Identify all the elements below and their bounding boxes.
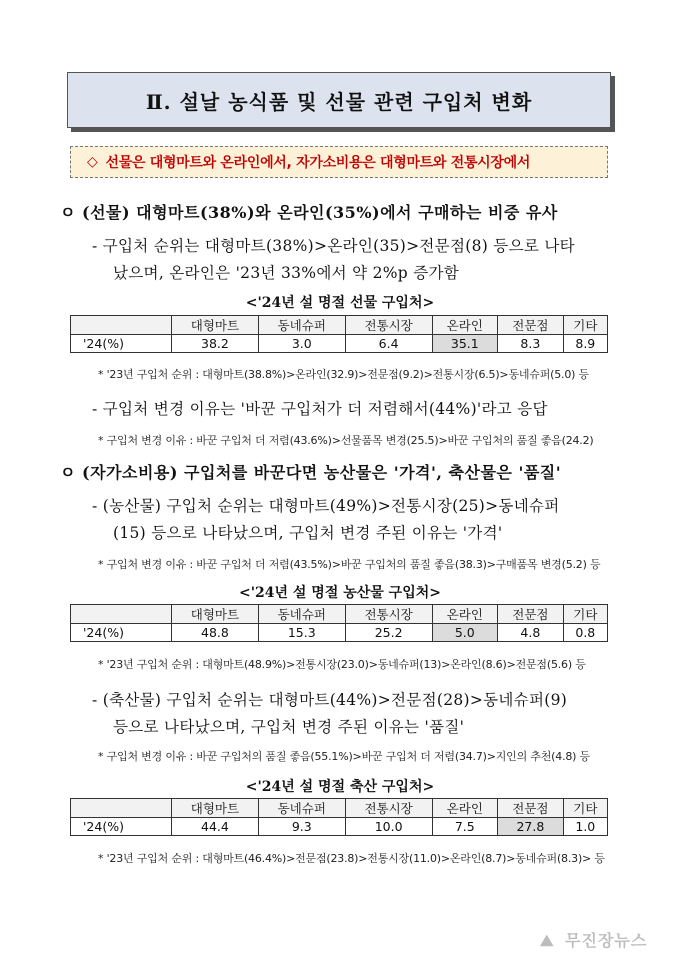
table-cell: 전문점 (498, 316, 564, 335)
table-cell: 기타 (563, 799, 607, 818)
section2-para1-line1: - (농산물) 구입처 순위는 대형마트(49%)>전통시장(25)>동네슈퍼 (92, 497, 560, 515)
table-header-row (71, 605, 608, 624)
table-cell: 4.8 (498, 624, 564, 642)
table-cell: 27.8 (498, 818, 564, 836)
table-cell: 동네슈퍼 (258, 799, 345, 818)
table-cell: 대형마트 (172, 799, 259, 818)
agri-note-change-reason: * 구입처 변경 이유 : 바꾼 구입처 더 저렴(43.5%)>바꾼 구입처의 품질 좋음(38.3)>구매품목 변경(5.2) 등 (98, 558, 601, 571)
table-header-row (71, 316, 608, 335)
section1-heading: ㅇ (선물) 대형마트(38%)와 온라인(35%)에서 구매하는 비중 유사 (60, 203, 558, 222)
table-row (71, 818, 608, 836)
table-cell: '24(%) (71, 624, 172, 642)
table-cell: 전문점 (498, 799, 564, 818)
table-cell: 기타 (563, 605, 607, 624)
section1-para2: - 구입처 변경 이유는 '바꾼 구입처가 더 저렴해서(44%)'라고 응답 (92, 400, 548, 418)
table-cell (71, 316, 172, 335)
table-cell: 전통시장 (345, 316, 432, 335)
table-cell: 25.2 (345, 624, 432, 642)
gift-note-change-reason: * 구입처 변경 이유 : 바꾼 구입처 더 저렴(43.6%)>선물품목 변경(25.5)>바꾼 구입처의 품질 좋음(24.2) (98, 434, 594, 447)
livestock-table (70, 798, 608, 836)
gift-note-2023-rank: * '23년 구입처 순위 : 대형마트(38.8%)>온라인(32.9)>전문점(9.2)>전통시장(6.5)>동네슈퍼(5.0) 등 (98, 368, 589, 381)
gift-table (70, 315, 608, 353)
table-cell: 전통시장 (345, 799, 432, 818)
section2-para2-line1: - (축산물) 구입처 순위는 대형마트(44%)>전문점(28)>동네슈퍼(9) (92, 691, 568, 709)
watermark-text: 무진장뉴스 (565, 931, 648, 950)
table-cell: 8.3 (498, 335, 564, 353)
table-cell: 1.0 (563, 818, 607, 836)
table-cell: 대형마트 (172, 316, 259, 335)
watermark (540, 928, 647, 951)
table-cell (71, 605, 172, 624)
table-cell: 7.5 (432, 818, 498, 836)
livestock-note-change-reason: * 구입처 변경 이유 : 바꾼 구입처의 품질 좋음(55.1%)>바꾼 구입처 더 저렴(34.7)>지인의 추천(4.8) 등 (98, 750, 590, 763)
table-cell: 온라인 (432, 799, 498, 818)
table-cell: 온라인 (432, 605, 498, 624)
table-cell: 대형마트 (172, 605, 259, 624)
section1-para1-line2: 났으며, 온라인은 '23년 33%에서 약 2%p 증가함 (113, 264, 460, 282)
table-header-row (71, 799, 608, 818)
livestock-table-title: <'24년 설 명절 축산 구입처> (245, 779, 435, 795)
table-cell: 온라인 (432, 316, 498, 335)
table-row (71, 624, 608, 642)
agri-note-2023-rank: * '23년 구입처 순위 : 대형마트(48.9%)>전통시장(23.0)>동네슈퍼(13)>온라인(8.6)>전문점(5.6) 등 (98, 658, 586, 671)
agri-table (70, 604, 608, 642)
table-cell: 전문점 (498, 605, 564, 624)
table-cell: '24(%) (71, 818, 172, 836)
table-cell: 9.3 (258, 818, 345, 836)
table-cell: 38.2 (172, 335, 259, 353)
table-cell: 35.1 (432, 335, 498, 353)
summary-text: 선물은 대형마트와 온라인에서, 자가소비용은 대형마트와 전통시장에서 (105, 155, 531, 171)
diamond-icon: ◇ (87, 154, 98, 170)
table-cell: 전통시장 (345, 605, 432, 624)
table-cell: 48.8 (172, 624, 259, 642)
table-cell (71, 799, 172, 818)
table-cell: 8.9 (563, 335, 607, 353)
table-cell: '24(%) (71, 335, 172, 353)
section2-para1-line2: (15) 등으로 나타났으며, 구입처 변경 주된 이유는 '가격' (113, 524, 503, 542)
section2-heading: ㅇ (자가소비용) 구입처를 바꾼다면 농산물은 '가격', 축산물은 '품질' (60, 463, 562, 482)
table-cell: 5.0 (432, 624, 498, 642)
table-cell: 44.4 (172, 818, 259, 836)
table-cell: 0.8 (563, 624, 607, 642)
page-title: Ⅱ. 설날 농식품 및 선물 관련 구입처 변화 (67, 72, 611, 128)
table-cell: 기타 (563, 316, 607, 335)
mountain-logo-icon: ⛰ (540, 931, 555, 950)
table-cell: 3.0 (258, 335, 345, 353)
section1-para1-line1: - 구입처 순위는 대형마트(38%)>온라인(35)>전문점(8) 등으로 나타 (92, 237, 575, 255)
table-cell: 6.4 (345, 335, 432, 353)
table-cell: 10.0 (345, 818, 432, 836)
section2-para2-line2: 등으로 나타났으며, 구입처 변경 주된 이유는 '품질' (113, 718, 465, 736)
summary-box (70, 146, 608, 178)
table-row (71, 335, 608, 353)
gift-table-title: <'24년 설 명절 선물 구입처> (245, 295, 435, 311)
table-cell: 15.3 (258, 624, 345, 642)
table-cell: 동네슈퍼 (258, 605, 345, 624)
livestock-note-2023-rank: * '23년 구입처 순위 : 대형마트(46.4%)>전문점(23.8)>전통시장(11.0)>온라인(8.7)>동네슈퍼(8.3)> 등 (98, 852, 605, 865)
table-cell: 동네슈퍼 (258, 316, 345, 335)
agri-table-title: <'24년 설 명절 농산물 구입처> (239, 585, 441, 601)
